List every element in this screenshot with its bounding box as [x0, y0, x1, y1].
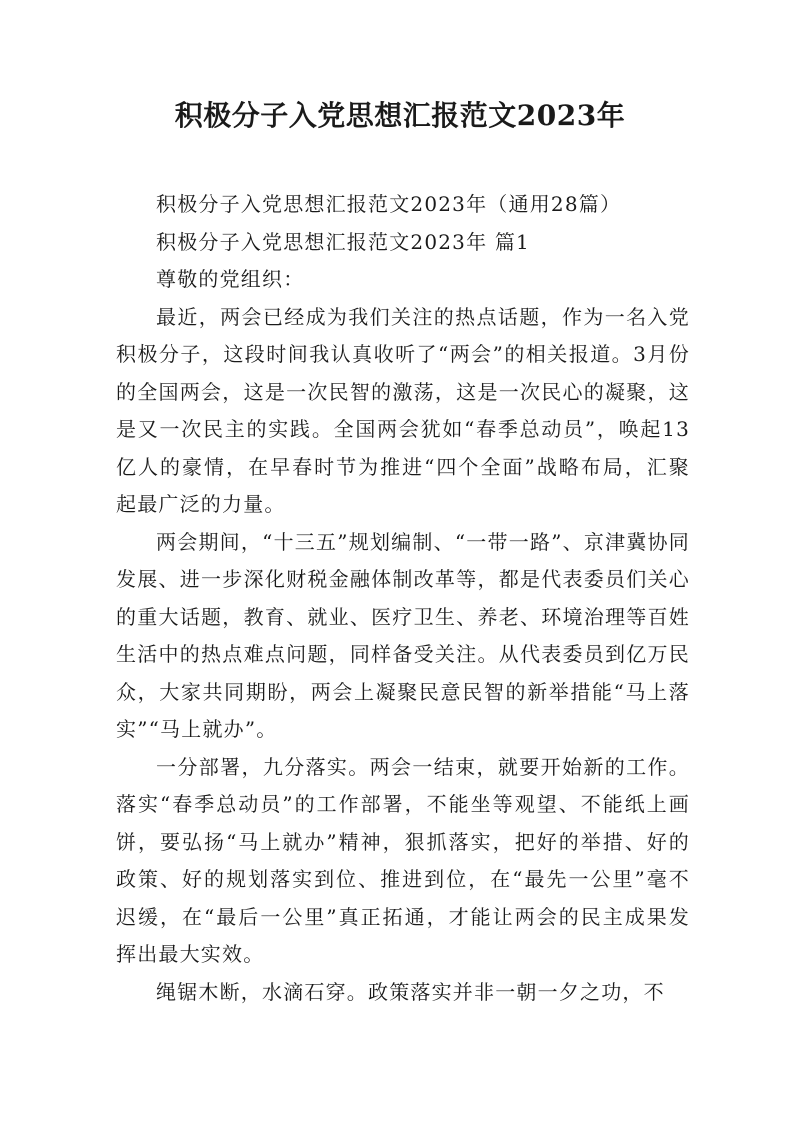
- body-paragraph: 一分部署，九分落实。两会一结束，就要开始新的工作。落实“春季总动员”的工作部署，不能坐等观望、不能纸上画饼，要弘扬“马上就办”精神，狠抓落实，把好的举措、好的政策、好的规划落实到位、推进到位，在“最先一公里”毫不迟缓，在“最后一公里”真正拓通，才能让两会的民主成果发挥出最大实效。: [116, 754, 690, 966]
- body-paragraph: 绳锯木断，水滴石穿。政策落实并非一朝一夕之功，不: [156, 979, 665, 1004]
- body-paragraph: 两会期间，“十三五”规划编制、“一带一路”、京津冀协同发展、进一步深化财税金融体制改革等，都是代表委员们关心的重大话题，教育、就业、医疗卫生、养老、环境治理等百姓生活中的热点难点问题，同样备受关注。从代表委员到亿万民众，大家共同期盼，两会上凝聚民意民智的新举措能“马上落实”“马上就办”。: [116, 529, 690, 741]
- section-heading: 积极分子入党思想汇报范文2023年 篇1: [156, 229, 530, 254]
- subtitle-paragraph: 积极分子入党思想汇报范文2023年（通用28篇）: [156, 192, 622, 216]
- document-title: 积极分子入党思想汇报范文2023年: [174, 99, 626, 132]
- document-body: [116, 186, 690, 1011]
- body-paragraph: 最近，两会已经成为我们关注的热点话题，作为一名入党积极分子，这段时间我认真收听了“两会”的相关报道。3月份的全国两会，这是一次民智的激荡，这是一次民心的凝聚，这是又一次民主的实践。全国两会犹如“春季总动员”，唤起13亿人的豪情，在早春时节为推进“四个全面”战略布局，汇聚起最广泛的力量。: [116, 304, 690, 516]
- salutation: 尊敬的党组织：: [156, 267, 305, 291]
